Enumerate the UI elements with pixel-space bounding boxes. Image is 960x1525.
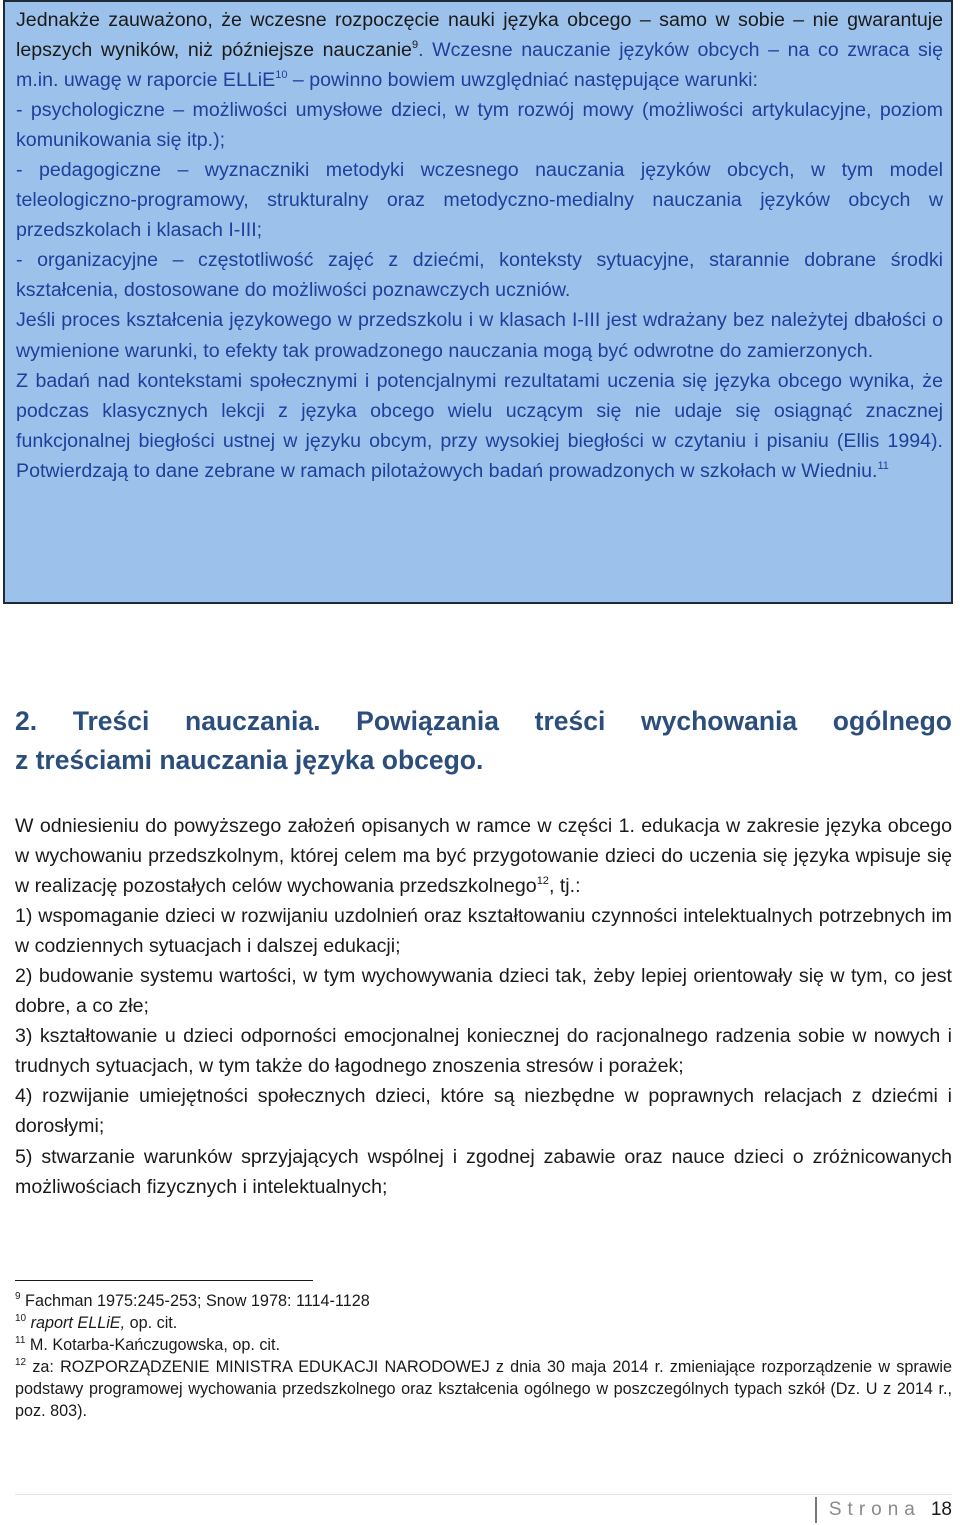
box-paragraph-intro: Jednakże zauważono, że wczesne rozpoczęcie nauki języka obcego – samo w sobie – nie gwarantuje lepszych wyników, niż późniejsze nauczanie$^9$. Wczesne nauczanie języków obcych – na co zwraca się m.in. uwagę w raporcie ELLiE$^{10}$ – powinno bowiem uwzględniać następujące warunki: — [16, 9, 943, 92]
footnote-12: $^{12}$ za: ROZPORZĄDZENIE MINISTRA EDUKACJI NARODOWEJ z dnia 30 maja 2014 r. zmieniające rozporządzenie w sprawie podstawy programowej wychowania przedszkolnego oraz kształcenia ogólnego w poszczególnych typach szkół (Dz. U z 2014 r., poz. 803). — [15, 1357, 952, 1420]
footnote-9: $^9$ Fachman 1975:245-253; Snow 1978: 1114-1128 — [15, 1291, 370, 1310]
list-item: 2) budowanie systemu wartości, w tym wychowywania dzieci tak, żeby lepiej orientowały się w tym, co jest dobre, a co złe; — [15, 965, 952, 1018]
footer-divider — [15, 1494, 952, 1495]
highlight-box — [3, 0, 953, 604]
footnotes — [15, 1290, 952, 1422]
list-item: 3) kształtowanie u dzieci odporności emocjonalnej koniecznej do racjonalnego radzenia sobie w nowych i trudnych sytuacjach, w tym także do łagodnego znoszenia stresów i porażek; — [15, 1025, 952, 1078]
page-footer — [815, 1495, 952, 1525]
footer-bar — [815, 1497, 817, 1523]
footnote-11: $^{11}$ M. Kotarba-Kańczugowska, op. cit. — [15, 1335, 281, 1354]
footnote-10: $^{10}$ raport ELLiE, op. cit. — [15, 1313, 178, 1332]
body-text — [15, 811, 952, 1202]
box-paragraph-organizational: - organizacyjne – częstotliwość zajęć z dziećmi, konteksty sytuacyjne, starannie dobrane środki kształcenia, dostosowane do możliwości poznawczych uczniów. — [16, 249, 943, 302]
footnote-ref-11[interactable]: 11 — [877, 459, 889, 472]
section-heading-line2: z treściami nauczania języka obcego. — [15, 745, 484, 775]
section-heading-line1: 2. Treści nauczania. Powiązania treści wychowania ogólnego — [15, 706, 952, 736]
box-paragraph-conditions: Jeśli proces kształcenia językowego w przedszkolu i w klasach I-III jest wdrażany bez należytej dbałości o wymienione warunki, to efekty tak prowadzonego nauczania mogą być odwrotne do zamierzonych. — [16, 309, 943, 362]
footnote-ref-9[interactable]: 9 — [411, 39, 419, 52]
footnote-separator — [15, 1280, 313, 1281]
box-paragraph-research: Z badań nad kontekstami społecznymi i potencjalnymi rezultatami uczenia się języka obcego wynika, że podczas klasycznych lekcji z języka obcego wielu uczącym się nie udaje się osiągnąć znacznej funkcjonalnej biegłości ustnej w języku obcym, przy wysokiej biegłości w czytaniu i pisaniu (Ellis 1994). Potwierdzają to dane zebrane w ramach pilotażowych badań prowadzonych w szkołach w Wiedniu.$^{11}$ — [16, 369, 943, 482]
list-item: 4) rozwijanie umiejętności społecznych dzieci, które są niezbędne w poprawnych relacjach z dziećmi i dorosłymi; — [15, 1085, 952, 1138]
box-paragraph-pedagogical: - pedagogiczne – wyznaczniki metodyki wczesnego nauczania języków obcych, w tym model teleologiczno-programowy, strukturalny oraz metodyczno-medialny nauczania języków obcych w przedszkolach i klasach I-III; — [16, 159, 943, 242]
section-heading — [15, 702, 952, 780]
footnote-ref-12[interactable]: 12 — [536, 875, 549, 888]
body-intro: W odniesieniu do powyższego założeń opisanych w ramce w części 1. edukacja w zakresie języka obcego w wychowaniu przedszkolnym, której celem ma być przygotowanie dzieci do uczenia się języka wpisuje się w realizację pozostałych celów wychowania przedszkolnego$^{12}$, tj.: — [15, 815, 952, 898]
footer-page-number: 18 — [930, 1499, 952, 1520]
list-item: 1) wspomaganie dzieci w rozwijaniu uzdolnień oraz kształtowaniu czynności intelektualnych potrzebnych im w codziennych sytuacjach i dalszej edukacji; — [15, 905, 952, 958]
box-paragraph-psychological: - psychologiczne – możliwości umysłowe dzieci, w tym rozwój mowy (możliwości artykulacyjne, poziom komunikowania się itp.); — [16, 99, 943, 152]
list-item: 5) stwarzanie warunków sprzyjających wspólnej i zgodnej zabawie oraz nauce dzieci o zróżnicowanych możliwościach fizycznych i intelektualnych; — [15, 1145, 952, 1198]
footer-page-label: Strona — [828, 1499, 921, 1520]
box-text — [16, 5, 943, 486]
footnote-ref-10[interactable]: 10 — [275, 69, 288, 82]
